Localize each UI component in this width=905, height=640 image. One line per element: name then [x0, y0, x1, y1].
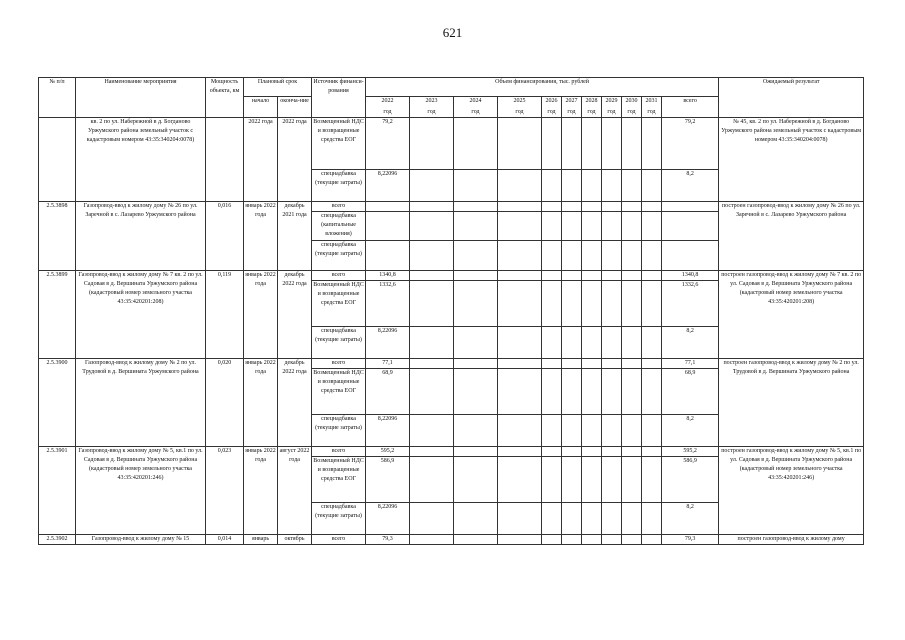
funding-source: всего: [312, 359, 366, 369]
value-2030: [622, 170, 642, 202]
value-2031: [642, 415, 662, 447]
value-2024: [454, 271, 498, 281]
value-2030: [622, 447, 642, 457]
value-2030: [622, 369, 642, 415]
header-year-suffix: год: [542, 108, 562, 118]
value-2029: [602, 369, 622, 415]
value-2022: 68,9: [366, 369, 410, 415]
value-2023: [410, 535, 454, 545]
value-2023: [410, 281, 454, 327]
item-number: 2.5.3898: [39, 202, 76, 271]
header-year-suffix: год: [366, 108, 410, 118]
value-2031: [642, 535, 662, 545]
value-2026: [542, 212, 562, 241]
value-2022: [366, 212, 410, 241]
header-source: Источник финанси-рования: [312, 78, 366, 118]
value-2024: [454, 457, 498, 503]
header-year-suffix: год: [562, 108, 582, 118]
item-start: январь 2022 года: [244, 202, 278, 271]
value-2031: [642, 369, 662, 415]
item-name: Газопровод-ввод к жилому дому № 15: [76, 535, 206, 545]
table-body: [39, 118, 864, 545]
value-2031: [642, 447, 662, 457]
value-2030: [622, 118, 642, 170]
value-2027: [562, 170, 582, 202]
item-result: построен газопровод-ввод к жилому дому № 2 по ул. Трудовой в д. Вершината Уржумского района: [719, 359, 864, 447]
value-2026: [542, 202, 562, 212]
value-2031: [642, 503, 662, 535]
value-2028: [582, 457, 602, 503]
header-end: оконча-ние: [278, 97, 312, 118]
value-2031: [642, 271, 662, 281]
value-2026: [542, 447, 562, 457]
value-2023: [410, 118, 454, 170]
value-2028: [582, 170, 602, 202]
item-end: декабрь 2021 года: [278, 202, 312, 271]
header-year-2026: 2026: [542, 97, 562, 109]
value-2030: [622, 271, 642, 281]
value-2025: [498, 212, 542, 241]
value-2023: [410, 170, 454, 202]
value-2028: [582, 369, 602, 415]
value-2026: [542, 281, 562, 327]
funding-source: всего: [312, 202, 366, 212]
table-row: [39, 271, 864, 281]
header-total: всего: [662, 97, 719, 109]
value-total: 586,9: [662, 457, 719, 503]
value-2026: [542, 118, 562, 170]
item-number: [39, 118, 76, 202]
item-capacity: 0,023: [206, 447, 244, 535]
value-2028: [582, 415, 602, 447]
header-total-suffix: [662, 108, 719, 118]
value-2024: [454, 212, 498, 241]
value-2023: [410, 327, 454, 359]
value-2026: [542, 457, 562, 503]
header-year-suffix: год: [410, 108, 454, 118]
item-start: январь 2022 года: [244, 447, 278, 535]
value-total: 595,2: [662, 447, 719, 457]
value-2030: [622, 241, 642, 271]
value-total: [662, 241, 719, 271]
value-2023: [410, 369, 454, 415]
item-capacity: 0,016: [206, 202, 244, 271]
value-2025: [498, 369, 542, 415]
header-year-2031: 2031: [642, 97, 662, 109]
value-2025: [498, 415, 542, 447]
value-2024: [454, 415, 498, 447]
value-2022: [366, 241, 410, 271]
value-2030: [622, 212, 642, 241]
financing-table: [38, 77, 864, 545]
value-2022: [366, 202, 410, 212]
value-total: 79,2: [662, 118, 719, 170]
header-year-2028: 2028: [582, 97, 602, 109]
value-2029: [602, 170, 622, 202]
item-capacity: 0,020: [206, 359, 244, 447]
value-2025: [498, 170, 542, 202]
value-2026: [542, 241, 562, 271]
value-2027: [562, 118, 582, 170]
value-total: 8,2: [662, 503, 719, 535]
value-2023: [410, 415, 454, 447]
value-total: 68,9: [662, 369, 719, 415]
value-2027: [562, 327, 582, 359]
value-2030: [622, 415, 642, 447]
header-year-suffix: год: [454, 108, 498, 118]
header-start: начало: [244, 97, 278, 118]
value-2031: [642, 202, 662, 212]
value-2028: [582, 281, 602, 327]
value-2030: [622, 327, 642, 359]
value-2024: [454, 535, 498, 545]
value-2024: [454, 327, 498, 359]
value-2028: [582, 503, 602, 535]
value-2031: [642, 118, 662, 170]
value-2027: [562, 447, 582, 457]
item-start: январь 2022 года: [244, 359, 278, 447]
value-2022: 79,3: [366, 535, 410, 545]
value-2030: [622, 503, 642, 535]
value-2022: 1340,8: [366, 271, 410, 281]
value-2028: [582, 241, 602, 271]
value-2029: [602, 457, 622, 503]
header-no: № п/п: [39, 78, 76, 118]
item-start: 2022 года: [244, 118, 278, 202]
header-name: Наименование мероприятия: [76, 78, 206, 118]
header-result: Ожидаемый результат: [719, 78, 864, 118]
value-2028: [582, 327, 602, 359]
value-2027: [562, 271, 582, 281]
value-2029: [602, 327, 622, 359]
value-2030: [622, 281, 642, 327]
header-year-2024: 2024: [454, 97, 498, 109]
header-volume: Объем финансирования, тыс. рублей: [366, 78, 719, 97]
value-2026: [542, 415, 562, 447]
item-start: январь 2022 года: [244, 271, 278, 359]
table-row: [39, 359, 864, 369]
funding-source: Возмещенный НДС и возвращенные средства ЕОГ: [312, 457, 366, 503]
value-total: 8,2: [662, 327, 719, 359]
value-2026: [542, 535, 562, 545]
value-2025: [498, 359, 542, 369]
value-2024: [454, 369, 498, 415]
value-2029: [602, 241, 622, 271]
item-number: 2.5.3900: [39, 359, 76, 447]
value-2031: [642, 359, 662, 369]
value-2025: [498, 535, 542, 545]
item-name: кв. 2 по ул. Набережной в д. Богданово Уржумского района земельный участок с кадастровым номером 43:35:340204:0078): [76, 118, 206, 202]
value-2031: [642, 327, 662, 359]
table-row: [39, 118, 864, 170]
item-capacity: [206, 118, 244, 202]
item-capacity: 0,119: [206, 271, 244, 359]
item-result: построен газопровод-ввод к жилому дому: [719, 535, 864, 545]
value-2029: [602, 415, 622, 447]
value-2031: [642, 281, 662, 327]
value-2026: [542, 327, 562, 359]
value-2025: [498, 457, 542, 503]
table-row: [39, 535, 864, 545]
item-result: построен газопровод-ввод к жилому дому № 26 по ул. Заречной в с. Лазарево Уржумского района: [719, 202, 864, 271]
item-end: декабрь 2022 года: [278, 359, 312, 447]
page-number: 621: [442, 25, 463, 40]
value-2025: [498, 503, 542, 535]
item-result: построен газопровод-ввод к жилому дому № 5, кв.1 по ул. Садовая в д. Вершината Уржумского района (кадастровый номер земельного участка 43:35:420201:246): [719, 447, 864, 535]
value-2026: [542, 503, 562, 535]
value-2028: [582, 535, 602, 545]
value-total: 8,2: [662, 170, 719, 202]
value-2024: [454, 447, 498, 457]
value-2026: [542, 369, 562, 415]
item-number: 2.5.3899: [39, 271, 76, 359]
value-2028: [582, 118, 602, 170]
value-2025: [498, 271, 542, 281]
value-2029: [602, 281, 622, 327]
header-year-suffix: год: [602, 108, 622, 118]
funding-source: всего: [312, 535, 366, 545]
value-2024: [454, 118, 498, 170]
value-2031: [642, 212, 662, 241]
funding-source: Возмещенный НДС и возвращенные средства ЕОГ: [312, 281, 366, 327]
value-2027: [562, 535, 582, 545]
value-2027: [562, 369, 582, 415]
value-2027: [562, 212, 582, 241]
value-2028: [582, 202, 602, 212]
value-2023: [410, 447, 454, 457]
value-2027: [562, 359, 582, 369]
value-2022: 586,9: [366, 457, 410, 503]
item-result: построен газопровод-ввод к жилому дому № 7 кв. 2 по ул. Садовая в д. Вершината Уржумского района (кадастровый номер земельного участка 43:35:420201:208): [719, 271, 864, 359]
header-period: Плановый срок: [244, 78, 312, 97]
value-2028: [582, 359, 602, 369]
value-2031: [642, 457, 662, 503]
value-2029: [602, 503, 622, 535]
header-capacity: Мощность объекта, км: [206, 78, 244, 118]
value-total: 1340,8: [662, 271, 719, 281]
value-2023: [410, 503, 454, 535]
value-2023: [410, 457, 454, 503]
item-name: Газопровод-ввод к жилому дому № 2 по ул. Трудовой в д. Вершината Уржумского района: [76, 359, 206, 447]
value-2029: [602, 202, 622, 212]
value-2022: 8,22096: [366, 415, 410, 447]
value-2026: [542, 170, 562, 202]
value-2030: [622, 202, 642, 212]
funding-source: всего: [312, 271, 366, 281]
header-year-suffix: год: [582, 108, 602, 118]
funding-source: всего: [312, 447, 366, 457]
value-2028: [582, 212, 602, 241]
value-2029: [602, 535, 622, 545]
funding-source: спецнадбавка (текущие затраты): [312, 415, 366, 447]
value-2027: [562, 457, 582, 503]
value-2031: [642, 170, 662, 202]
header-year-2027: 2027: [562, 97, 582, 109]
value-2024: [454, 281, 498, 327]
funding-source: спецнадбавка (текущие затраты): [312, 241, 366, 271]
funding-source: спецнадбавка (текущие затраты): [312, 503, 366, 535]
value-2030: [622, 457, 642, 503]
value-2023: [410, 202, 454, 212]
value-2025: [498, 327, 542, 359]
value-2029: [602, 359, 622, 369]
value-2025: [498, 202, 542, 212]
value-2023: [410, 212, 454, 241]
value-2027: [562, 202, 582, 212]
value-2022: 8,22096: [366, 503, 410, 535]
value-2025: [498, 281, 542, 327]
item-start: январь: [244, 535, 278, 545]
value-2024: [454, 170, 498, 202]
value-total: 8,2: [662, 415, 719, 447]
funding-source: Возмещенный НДС и возвращенные средства ЕОГ: [312, 118, 366, 170]
header-year-suffix: год: [622, 108, 642, 118]
item-end: август 2022 года: [278, 447, 312, 535]
header-year-2022: 2022: [366, 97, 410, 109]
item-end: 2022 года: [278, 118, 312, 202]
value-2026: [542, 359, 562, 369]
value-2028: [582, 271, 602, 281]
value-2029: [602, 447, 622, 457]
item-capacity: 0,014: [206, 535, 244, 545]
header-year-2023: 2023: [410, 97, 454, 109]
item-name: Газопровод-ввод к жилому дому № 5, кв.1 по ул. Садовая в д. Вершината Уржумского района (кадастровый номер земельного участка 43:35:420201:246): [76, 447, 206, 535]
value-2030: [622, 535, 642, 545]
item-number: 2.5.3901: [39, 447, 76, 535]
item-name: Газопровод-ввод к жилому дому № 26 по ул. Заречной в с. Лазарево Уржумского района: [76, 202, 206, 271]
value-2023: [410, 359, 454, 369]
value-2024: [454, 359, 498, 369]
table-header: [39, 78, 864, 118]
header-year-2029: 2029: [602, 97, 622, 109]
header-year-2030: 2030: [622, 97, 642, 109]
value-2027: [562, 281, 582, 327]
funding-source: спецнадбавка (текущие затраты): [312, 170, 366, 202]
funding-source: спецнадбавка (текущие затраты): [312, 327, 366, 359]
value-2022: 1332,6: [366, 281, 410, 327]
value-2022: 595,2: [366, 447, 410, 457]
value-total: 1332,6: [662, 281, 719, 327]
value-2025: [498, 241, 542, 271]
item-end: октябрь: [278, 535, 312, 545]
value-2029: [602, 212, 622, 241]
value-total: 79,3: [662, 535, 719, 545]
value-2031: [642, 241, 662, 271]
header-year-suffix: год: [642, 108, 662, 118]
table-row: [39, 202, 864, 212]
item-name: Газопровод-ввод к жилому дому № 7 кв. 2 по ул. Садовая в д. Вершината Уржумского района (кадастровый номер земельного участка 43:35:420201:208): [76, 271, 206, 359]
value-2025: [498, 447, 542, 457]
value-2027: [562, 503, 582, 535]
value-2028: [582, 447, 602, 457]
value-2029: [602, 118, 622, 170]
item-result: № 45, кв. 2 по ул. Набережной в д. Богданово Уржумского района земельный участок с кадастровым номером 43:35:340204:0078): [719, 118, 864, 202]
value-2022: 8,22096: [366, 170, 410, 202]
value-2024: [454, 241, 498, 271]
value-total: 77,1: [662, 359, 719, 369]
value-2022: 8,22096: [366, 327, 410, 359]
header-year-suffix: год: [498, 108, 542, 118]
funding-source: спецнадбавка (капитальные вложения): [312, 212, 366, 241]
funding-source: Возмещенный НДС и возвращенные средства ЕОГ: [312, 369, 366, 415]
value-2029: [602, 271, 622, 281]
value-2022: 79,2: [366, 118, 410, 170]
value-2027: [562, 415, 582, 447]
header-year-2025: 2025: [498, 97, 542, 109]
value-2026: [542, 271, 562, 281]
value-2025: [498, 118, 542, 170]
value-2023: [410, 271, 454, 281]
item-end: декабрь 2022 года: [278, 271, 312, 359]
value-2023: [410, 241, 454, 271]
value-2027: [562, 241, 582, 271]
value-2024: [454, 202, 498, 212]
item-number: 2.5.3902: [39, 535, 76, 545]
table-row: [39, 447, 864, 457]
value-2030: [622, 359, 642, 369]
value-total: [662, 212, 719, 241]
value-total: [662, 202, 719, 212]
value-2022: 77,1: [366, 359, 410, 369]
value-2024: [454, 503, 498, 535]
